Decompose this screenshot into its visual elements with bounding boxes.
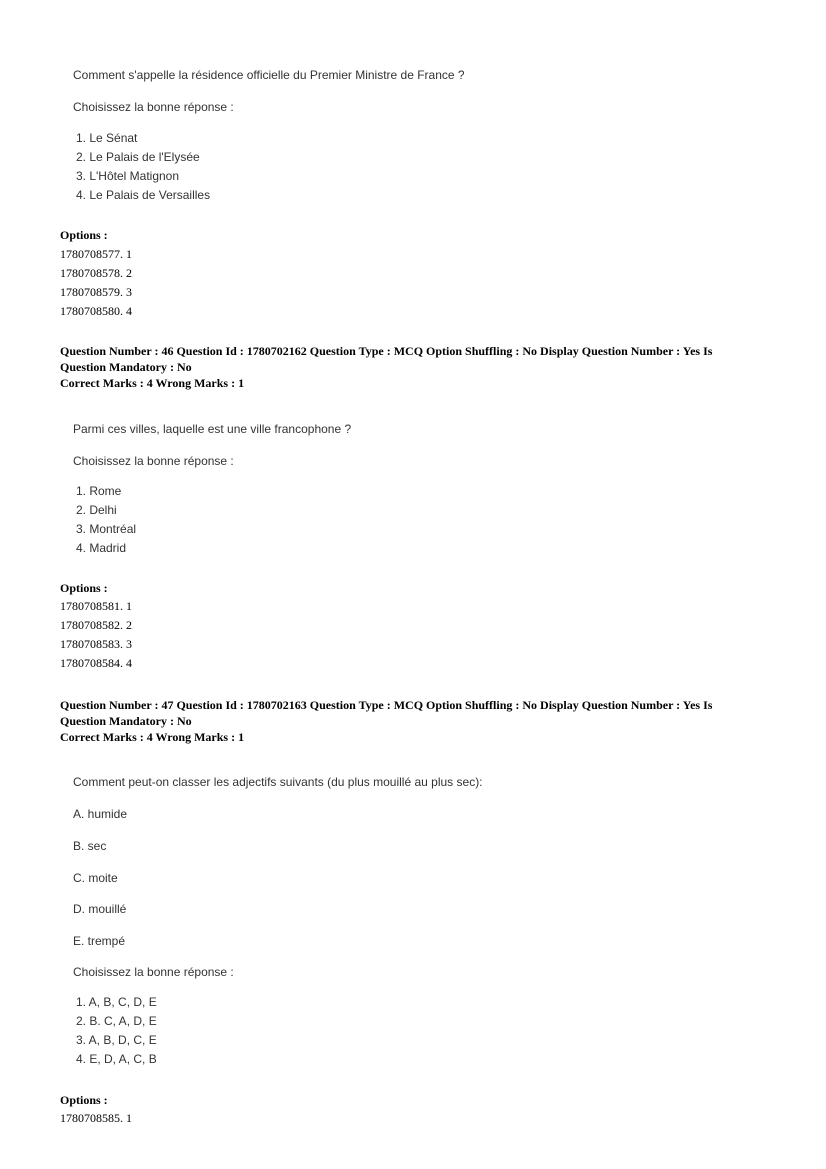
choice-item: 1. A, B, C, D, E xyxy=(76,995,157,1009)
option-id: 1780708579. 3 xyxy=(60,285,132,299)
question-45-choices xyxy=(76,129,210,205)
question-46-meta xyxy=(60,343,760,391)
adjective-item: C. moite xyxy=(73,871,118,885)
question-46-prompt: Choisissez la bonne réponse : xyxy=(73,454,234,468)
options-heading: Options : xyxy=(60,581,108,595)
question-47-text: Comment peut-on classer les adjectifs suivants (du plus mouillé au plus sec): xyxy=(73,775,483,789)
option-id: 1780708582. 2 xyxy=(60,618,132,632)
option-id: 1780708585. 1 xyxy=(60,1111,132,1125)
choice-item: 4. Le Palais de Versailles xyxy=(76,188,211,202)
choice-item: 1. Le Sénat xyxy=(76,131,138,145)
question-47-choices xyxy=(76,993,157,1069)
question-45-text: Comment s'appelle la résidence officielle du Premier Ministre de France ? xyxy=(73,68,465,82)
meta-line: Question Mandatory : No xyxy=(60,360,192,374)
question-45-prompt: Choisissez la bonne réponse : xyxy=(73,100,234,114)
meta-line: Question Number : 46 Question Id : 1780702162 Question Type : MCQ Option Shuffling : No Display Question Number : Yes Is xyxy=(60,344,713,358)
choice-item: 3. A, B, D, C, E xyxy=(76,1033,157,1047)
options-list xyxy=(60,1109,132,1128)
choice-item: 2. B. C, A, D, E xyxy=(76,1014,157,1028)
choice-item: 4. Madrid xyxy=(76,541,127,555)
choice-item: 3. Montréal xyxy=(76,522,137,536)
question-47-meta xyxy=(60,697,760,745)
option-id: 1780708580. 4 xyxy=(60,304,132,318)
options-heading: Options : xyxy=(60,1093,108,1107)
choice-item: 2. Delhi xyxy=(76,503,117,517)
question-46-text: Parmi ces villes, laquelle est une ville francophone ? xyxy=(73,422,352,436)
adjective-item: A. humide xyxy=(73,807,128,821)
option-id: 1780708583. 3 xyxy=(60,637,132,651)
meta-line: Question Number : 47 Question Id : 1780702163 Question Type : MCQ Option Shuffling : No Display Question Number : Yes Is xyxy=(60,698,713,712)
adjective-item: E. trempé xyxy=(73,934,126,948)
option-id: 1780708581. 1 xyxy=(60,599,132,613)
option-id: 1780708577. 1 xyxy=(60,247,132,261)
choice-item: 2. Le Palais de l'Elysée xyxy=(76,150,200,164)
option-id: 1780708578. 2 xyxy=(60,266,132,280)
question-47-prompt: Choisissez la bonne réponse : xyxy=(73,965,234,979)
meta-line: Correct Marks : 4 Wrong Marks : 1 xyxy=(60,730,245,744)
choice-item: 1. Rome xyxy=(76,484,122,498)
choice-item: 3. L'Hôtel Matignon xyxy=(76,169,180,183)
question-46-choices xyxy=(76,482,136,558)
options-list xyxy=(60,245,132,321)
choice-item: 4. E, D, A, C, B xyxy=(76,1052,157,1066)
adjective-item: D. mouillé xyxy=(73,902,127,916)
adjective-item: B. sec xyxy=(73,839,107,853)
option-id: 1780708584. 4 xyxy=(60,656,132,670)
meta-line: Correct Marks : 4 Wrong Marks : 1 xyxy=(60,376,245,390)
meta-line: Question Mandatory : No xyxy=(60,714,192,728)
options-heading: Options : xyxy=(60,228,108,242)
options-list xyxy=(60,597,132,673)
